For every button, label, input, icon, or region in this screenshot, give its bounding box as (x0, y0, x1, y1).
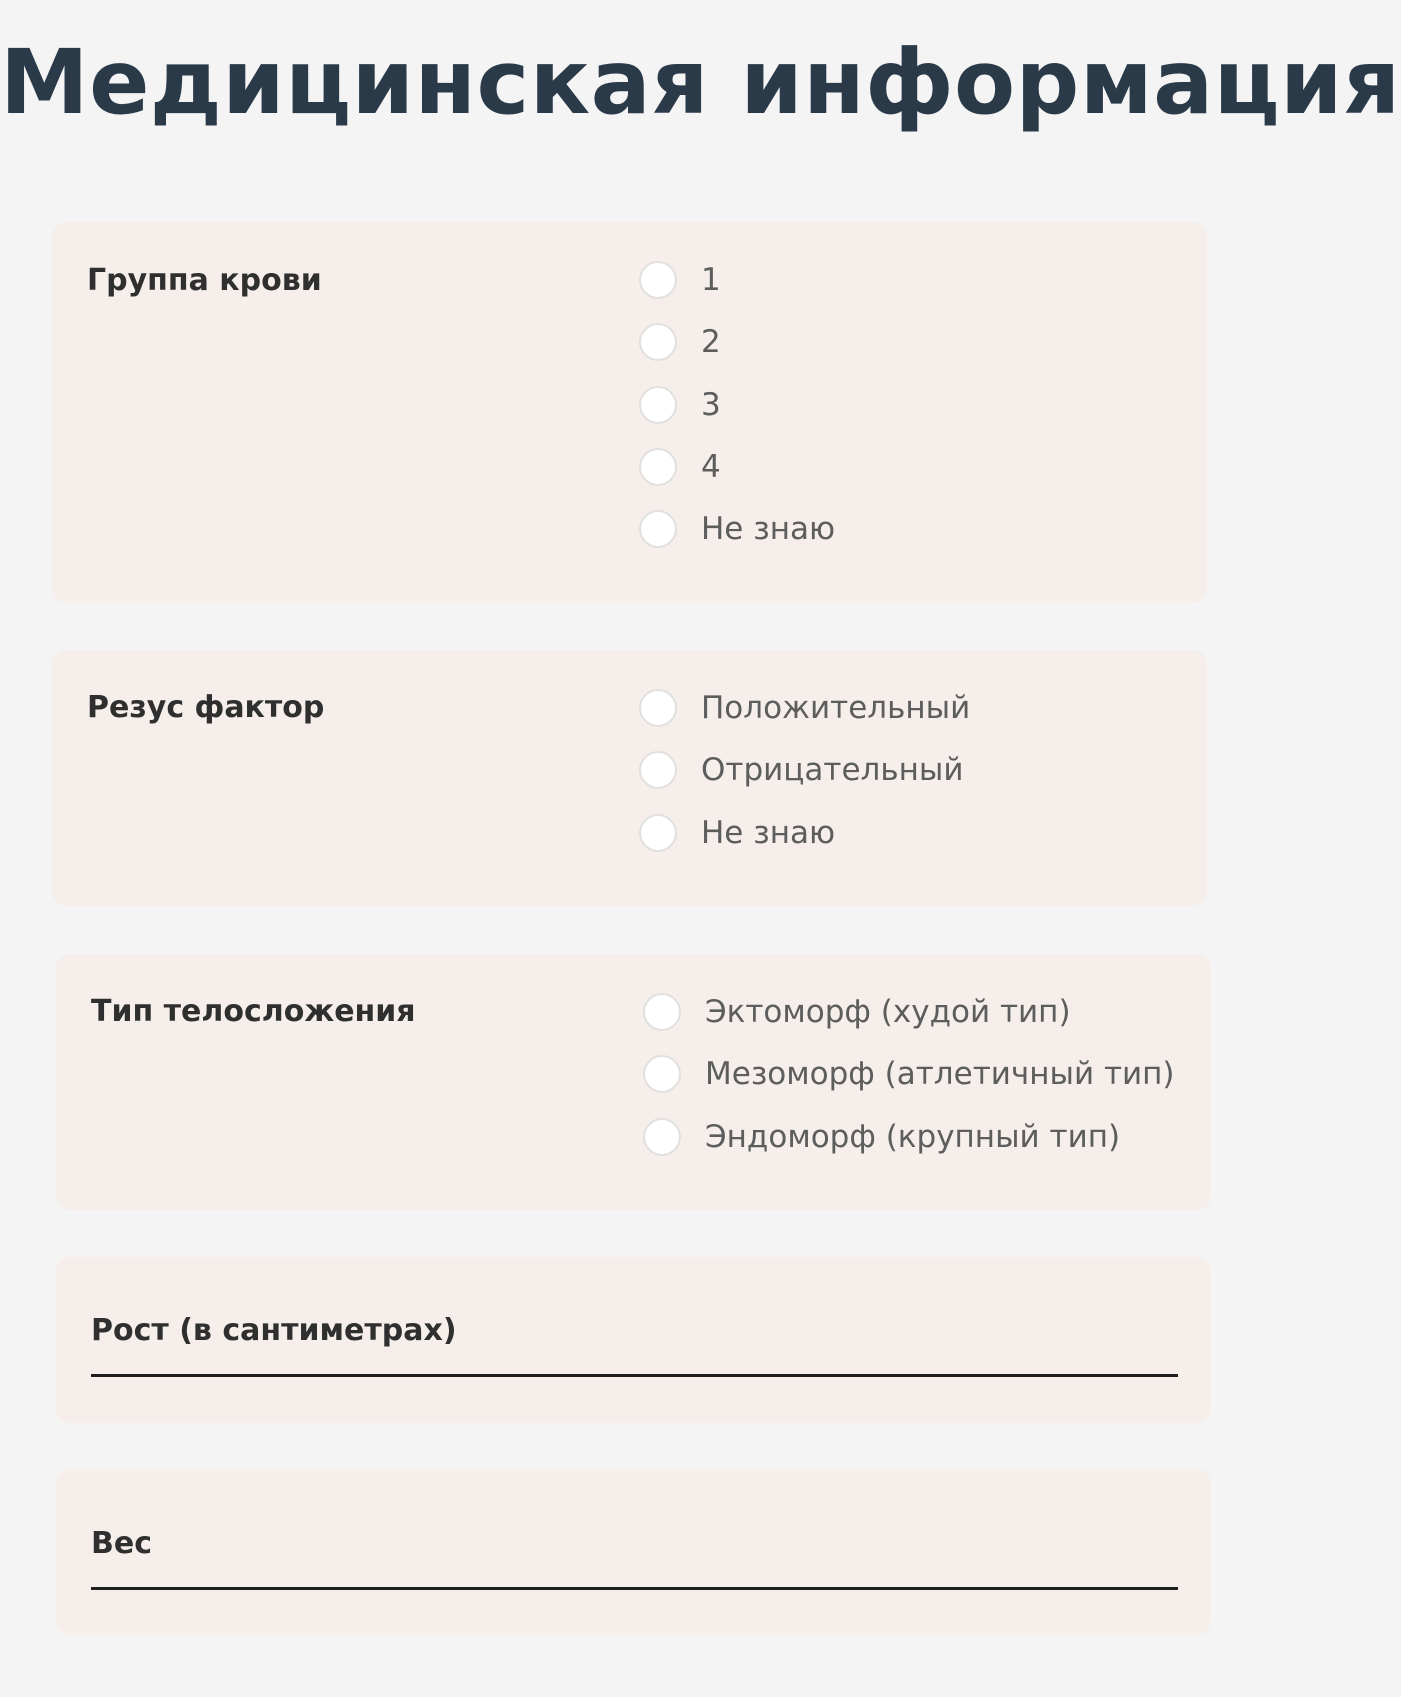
height-label: Рост (в сантиметрах) (91, 1313, 457, 1348)
option-label: Мезоморф (атлетичный тип) (705, 1056, 1175, 1093)
option-label: 3 (701, 386, 721, 423)
radio-button[interactable] (639, 751, 677, 789)
blood-group-options (639, 249, 835, 560)
radio-button[interactable] (639, 814, 677, 852)
body-type-option-endomorph[interactable] (643, 1106, 1175, 1168)
option-label: Не знаю (701, 511, 836, 548)
option-label: 4 (701, 449, 721, 486)
body-type-option-ectomorph[interactable] (643, 981, 1175, 1043)
option-label: Не знаю (701, 814, 836, 851)
height-card (56, 1257, 1211, 1423)
radio-button[interactable] (639, 386, 677, 424)
radio-button[interactable] (639, 323, 677, 361)
option-label: 2 (701, 324, 721, 361)
height-input[interactable] (91, 1374, 1178, 1377)
option-label: Положительный (701, 690, 971, 727)
blood-group-option-2[interactable] (639, 311, 835, 373)
blood-group-option-1[interactable] (639, 249, 835, 311)
radio-button[interactable] (639, 261, 677, 299)
option-label: Эндоморф (крупный тип) (705, 1118, 1121, 1155)
rhesus-card (52, 650, 1207, 906)
radio-button[interactable] (639, 689, 677, 727)
blood-group-option-4[interactable] (639, 436, 835, 498)
weight-label: Вес (91, 1526, 152, 1561)
blood-group-label: Группа крови (87, 263, 322, 298)
rhesus-options (639, 677, 970, 864)
rhesus-option-unknown[interactable] (639, 802, 970, 864)
rhesus-option-positive[interactable] (639, 677, 970, 739)
blood-group-option-unknown[interactable] (639, 498, 835, 560)
radio-button[interactable] (639, 510, 677, 548)
option-label: Эктоморф (худой тип) (705, 994, 1071, 1031)
radio-button[interactable] (643, 1118, 681, 1156)
blood-group-card (52, 222, 1207, 603)
body-type-card (56, 954, 1211, 1210)
body-type-options (643, 981, 1175, 1168)
weight-card (56, 1469, 1211, 1635)
radio-button[interactable] (643, 993, 681, 1031)
body-type-option-mesomorph[interactable] (643, 1043, 1175, 1105)
page-title: Медицинская информация (0, 30, 1401, 134)
blood-group-option-3[interactable] (639, 374, 835, 436)
radio-button[interactable] (643, 1055, 681, 1093)
option-label: 1 (701, 262, 721, 299)
option-label: Отрицательный (701, 752, 964, 789)
rhesus-option-negative[interactable] (639, 739, 970, 801)
body-type-label: Тип телосложения (91, 994, 416, 1029)
radio-button[interactable] (639, 448, 677, 486)
rhesus-label: Резус фактор (87, 690, 325, 725)
weight-input[interactable] (91, 1587, 1178, 1590)
